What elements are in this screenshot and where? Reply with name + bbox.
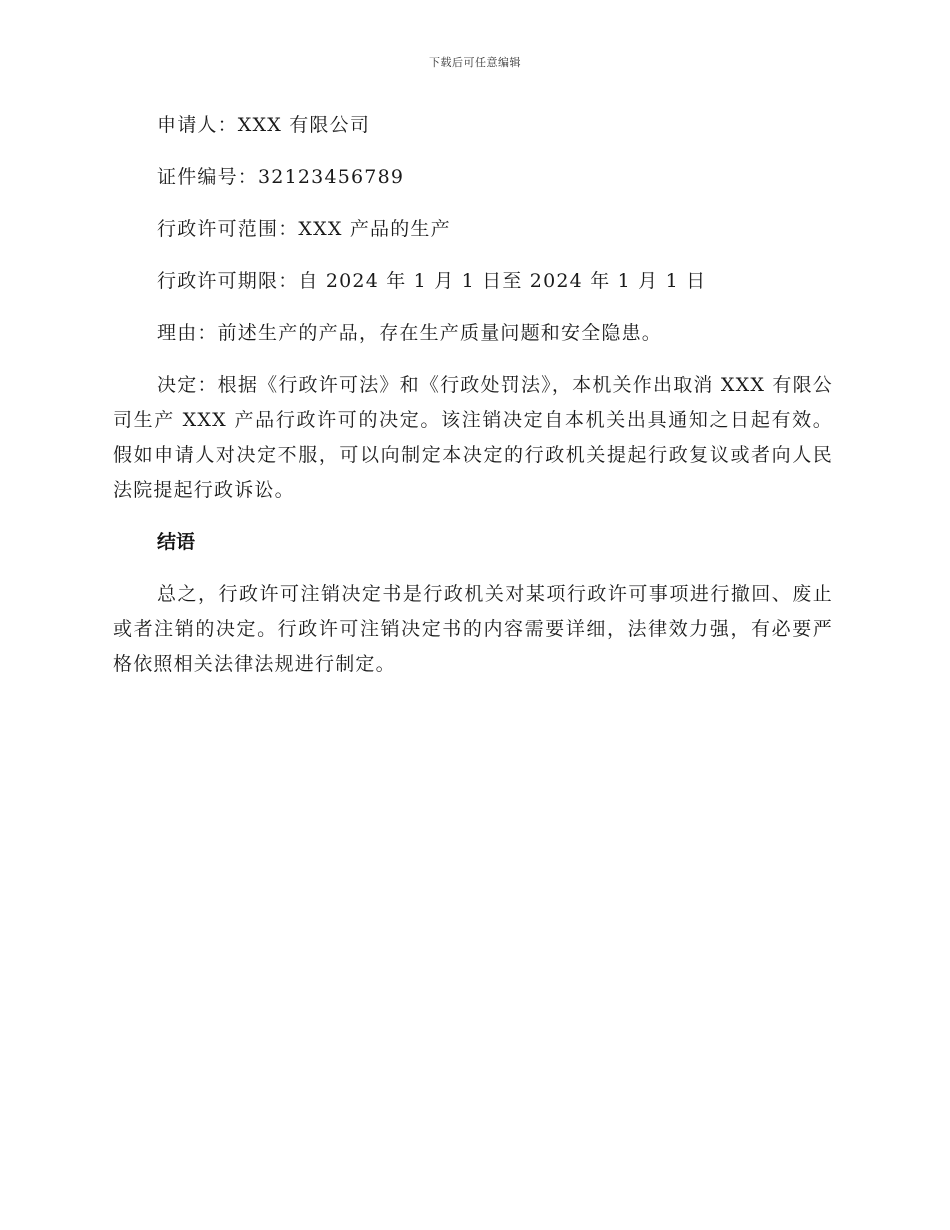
conclusion-paragraph: 总之，行政许可注销决定书是行政机关对某项行政许可事项进行撤回、废止或者注销的决定。行政许可注销决定书的内容需要详细，法律效力强，有必要严格依照相关法律法规进行制定。 [113, 583, 833, 675]
document-body [113, 108, 833, 699]
certificate-number-line: 证件编号：32123456789 [157, 166, 405, 188]
conclusion-heading: 结语 [157, 531, 196, 553]
page-header: 下载后可任意编辑 [429, 56, 521, 69]
license-scope-line: 行政许可范围：XXX 产品的生产 [157, 218, 451, 240]
reason-line: 理由：前述生产的产品，存在生产质量问题和安全隐患。 [157, 322, 663, 344]
license-period-line: 行政许可期限：自 2024 年 1 月 1 日至 2024 年 1 月 1 日 [157, 270, 707, 292]
applicant-line: 申请人：XXX 有限公司 [157, 114, 371, 136]
decision-paragraph: 决定：根据《行政许可法》和《行政处罚法》，本机关作出取消 XXX 有限公司生产 XXX 产品行政许可的决定。该注销决定自本机关出具通知之日起有效。假如申请人对决定不服，可以向制定本决定的行政机关提起行政复议或者向人民法院提起行政诉讼。 [113, 374, 833, 501]
